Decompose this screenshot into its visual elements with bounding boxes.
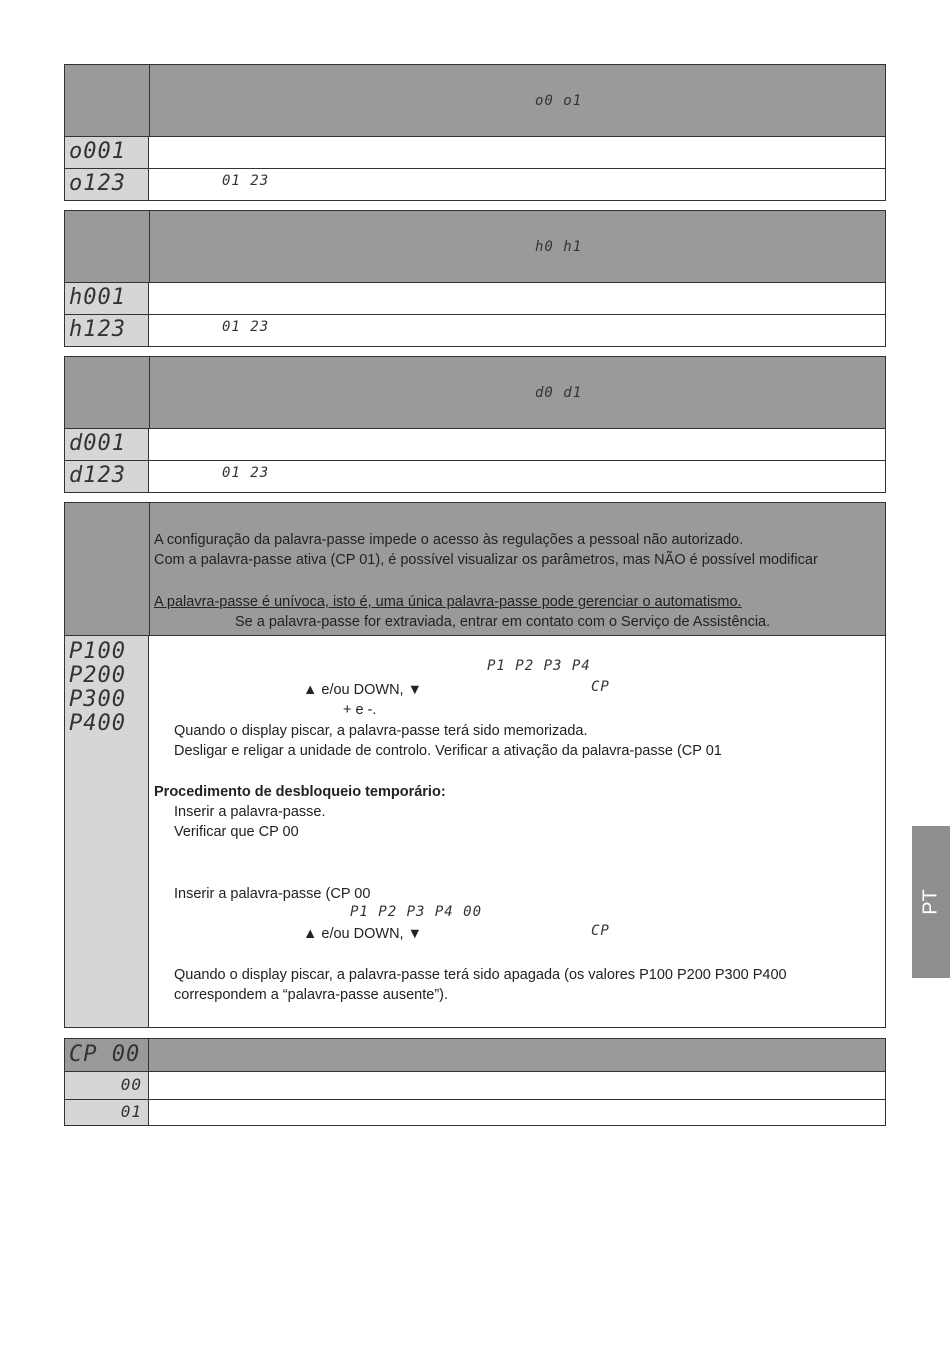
table-row	[65, 283, 885, 315]
header-line-1: A configuração da palavra-passe impede o acesso às regulações a pessoal não autorizado.	[154, 532, 744, 548]
table-row	[65, 315, 885, 346]
memorized-line: Quando o display piscar, a palavra-passe terá sido memorizada.	[174, 723, 588, 739]
table-row	[65, 1072, 885, 1100]
deleted-line: Quando o display piscar, a palavra-passe terá sido apagada (os valores P100 P200 P300 P400	[174, 967, 787, 983]
plus-minus: + e -.	[343, 702, 377, 718]
row-value: 01 23	[222, 319, 270, 335]
row-value: 01 23	[222, 173, 270, 189]
header-line-3: A palavra-passe é unívoca, isto é, uma única palavra-passe pode gerenciar o automatismo.	[154, 594, 742, 610]
cp-header-code: CP 00	[65, 1039, 149, 1071]
restart-line: Desligar e religar a unidade de controlo. Verificar a ativação da palavra-passe (CP 01	[174, 743, 722, 759]
table-h	[64, 210, 886, 347]
header-values: o0 o1	[535, 93, 583, 109]
table-o	[64, 64, 886, 201]
table-cp	[64, 1038, 886, 1126]
unlock-title: Procedimento de desbloqueio temporário:	[154, 784, 446, 800]
table-row	[65, 1100, 885, 1125]
updown-line-2: ▲ e/ou DOWN, ▼	[303, 926, 422, 942]
header-line-4: Se a palavra-passe for extraviada, entrar em contato com o Serviço de Assistência.	[235, 614, 771, 630]
table-row	[65, 461, 885, 492]
cp-label-2: CP	[591, 923, 610, 939]
code-cell: h001	[65, 283, 149, 314]
insert-line: Inserir a palavra-passe.	[174, 804, 326, 820]
code-cell: o001	[65, 137, 149, 168]
language-tab-label: PT	[919, 889, 942, 915]
table-row	[65, 429, 885, 461]
table-o-header	[65, 65, 885, 137]
table-password	[64, 502, 886, 1028]
header-line-2: Com a palavra-passe ativa (CP 01), é possível visualizar os parâmetros, mas NÃO é possível modificar	[154, 552, 818, 568]
table-h-header	[65, 211, 885, 283]
password-body	[65, 636, 885, 1027]
table-d-header	[65, 357, 885, 429]
cp-header	[65, 1039, 885, 1072]
cp-row-code: 00	[65, 1072, 149, 1099]
code-p1: P100	[69, 639, 126, 664]
code-cell: o123	[65, 169, 149, 200]
cp-row-code: 01	[65, 1100, 149, 1125]
code-p2: P200	[69, 663, 126, 688]
code-cell: d123	[65, 461, 149, 492]
p-params: P1 P2 P3 P4	[487, 658, 591, 674]
code-p3: P300	[69, 687, 126, 712]
absent-line: correspondem a “palavra-passe ausente”).	[174, 987, 449, 1003]
code-p4: P400	[69, 711, 126, 736]
code-cell-column	[65, 636, 149, 1027]
updown-line: ▲ e/ou DOWN, ▼	[303, 682, 422, 698]
insert2-line: Inserir a palavra-passe (CP 00	[174, 886, 371, 902]
code-cell: h123	[65, 315, 149, 346]
header-values: d0 d1	[535, 385, 583, 401]
table-row	[65, 169, 885, 200]
cp-label: CP	[591, 679, 610, 695]
header-values: h0 h1	[535, 239, 583, 255]
p-params-2: P1 P2 P3 P4 00	[350, 904, 483, 920]
table-row	[65, 137, 885, 169]
row-value: 01 23	[222, 465, 270, 481]
verify-line: Verificar que CP 00	[174, 824, 299, 840]
table-d	[64, 356, 886, 493]
code-cell: d001	[65, 429, 149, 460]
language-tab	[912, 826, 950, 978]
password-header	[65, 503, 885, 636]
